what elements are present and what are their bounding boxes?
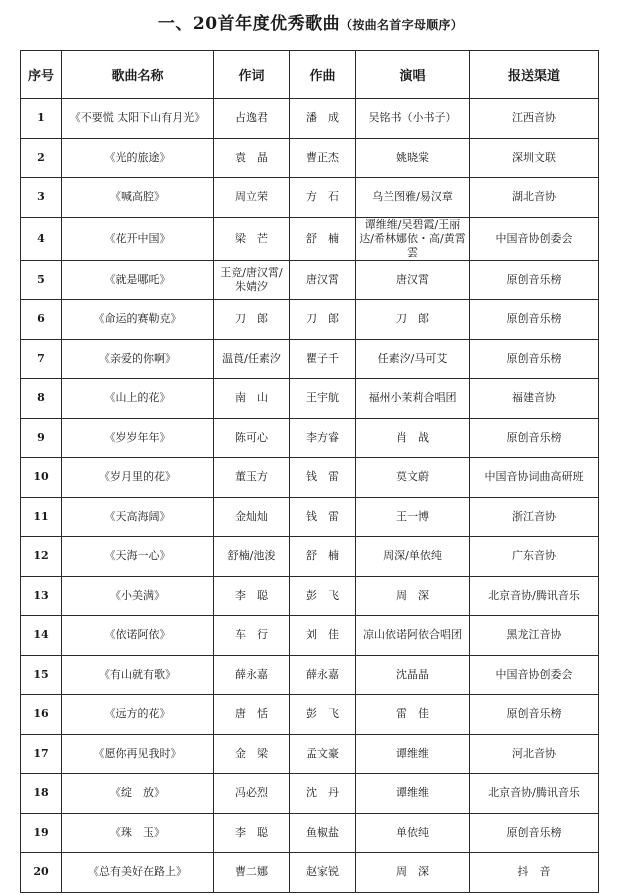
cell-index: 10: [21, 458, 62, 498]
cell-singer: 雷 佳: [356, 695, 470, 735]
table-row: [21, 418, 599, 458]
cell-lyricist: 陈可心: [214, 418, 290, 458]
table-row: [21, 695, 599, 735]
cell-index: 17: [21, 734, 62, 774]
cell-song-title: 《愿你再见我时》: [62, 734, 214, 774]
cell-index: 12: [21, 537, 62, 577]
cell-channel: 福建音协: [470, 379, 599, 419]
table-row: [21, 616, 599, 656]
cell-index: 20: [21, 853, 62, 893]
cell-lyricist: 占逸君: [214, 99, 290, 139]
cell-index: 14: [21, 616, 62, 656]
cell-lyricist: 薛永嘉: [214, 655, 290, 695]
cell-channel: 深圳文联: [470, 138, 599, 178]
cell-composer: 瞿子千: [290, 339, 356, 379]
cell-channel: 原创音乐榜: [470, 813, 599, 853]
table-row: [21, 379, 599, 419]
cell-channel: 原创音乐榜: [470, 418, 599, 458]
cell-song-title: 《就是哪吒》: [62, 260, 214, 300]
cell-singer: 吴铭书（小书子）: [356, 99, 470, 139]
cell-channel: 北京音协/腾讯音乐: [470, 576, 599, 616]
cell-lyricist: 曹二娜: [214, 853, 290, 893]
title-main: 一、20首年度优秀歌曲: [157, 14, 341, 34]
cell-composer: 舒 楠: [290, 217, 356, 260]
cell-composer: 彭 飞: [290, 695, 356, 735]
table-row: [21, 99, 599, 139]
cell-composer: 孟文豪: [290, 734, 356, 774]
cell-channel: 黑龙江音协: [470, 616, 599, 656]
cell-composer: 彭 飞: [290, 576, 356, 616]
table-row: [21, 774, 599, 814]
cell-composer: 舒 楠: [290, 537, 356, 577]
cell-composer: 潘 成: [290, 99, 356, 139]
title-subtitle: （按曲名首字母顺序）: [340, 18, 464, 32]
cell-lyricist: 唐 恬: [214, 695, 290, 735]
cell-channel: 北京音协/腾讯音乐: [470, 774, 599, 814]
cell-composer: 方 石: [290, 178, 356, 218]
cell-singer: 刀 郎: [356, 300, 470, 340]
cell-singer: 谭维维: [356, 774, 470, 814]
cell-song-title: 《总有美好在路上》: [62, 853, 214, 893]
cell-index: 16: [21, 695, 62, 735]
cell-singer: 姚晓棠: [356, 138, 470, 178]
cell-singer: 凉山依诺阿依合唱团: [356, 616, 470, 656]
cell-channel: 江西音协: [470, 99, 599, 139]
cell-song-title: 《命运的赛勒克》: [62, 300, 214, 340]
cell-index: 11: [21, 497, 62, 537]
cell-singer: 唐汉霄: [356, 260, 470, 300]
cell-lyricist: 周立荣: [214, 178, 290, 218]
cell-channel: 原创音乐榜: [470, 339, 599, 379]
page-title: [0, 9, 621, 34]
cell-lyricist: 车 行: [214, 616, 290, 656]
table-row: [21, 178, 599, 218]
cell-lyricist: 刀 郎: [214, 300, 290, 340]
cell-composer: 刘 佳: [290, 616, 356, 656]
cell-index: 18: [21, 774, 62, 814]
cell-index: 9: [21, 418, 62, 458]
header-lyricist: 作词: [214, 51, 290, 99]
table-row: [21, 734, 599, 774]
cell-song-title: 《岁月里的花》: [62, 458, 214, 498]
cell-composer: 曹正杰: [290, 138, 356, 178]
header-index: 序号: [21, 51, 62, 99]
cell-lyricist: 李 聪: [214, 576, 290, 616]
cell-channel: 广东音协: [470, 537, 599, 577]
cell-index: 15: [21, 655, 62, 695]
table-row: [21, 537, 599, 577]
cell-song-title: 《花开中国》: [62, 217, 214, 260]
cell-composer: 李方睿: [290, 418, 356, 458]
cell-singer: 谭维维: [356, 734, 470, 774]
cell-singer: 任素汐/马可艾: [356, 339, 470, 379]
cell-composer: 钱 雷: [290, 497, 356, 537]
cell-index: 19: [21, 813, 62, 853]
cell-singer: 福州小茉莉合唱团: [356, 379, 470, 419]
cell-lyricist: 金 梁: [214, 734, 290, 774]
cell-singer: 单依纯: [356, 813, 470, 853]
cell-song-title: 《小美满》: [62, 576, 214, 616]
cell-lyricist: 温莨/任素汐: [214, 339, 290, 379]
cell-index: 13: [21, 576, 62, 616]
cell-song-title: 《有山就有歌》: [62, 655, 214, 695]
cell-index: 8: [21, 379, 62, 419]
cell-singer: 乌兰图雅/易汉章: [356, 178, 470, 218]
cell-channel: 浙江音协: [470, 497, 599, 537]
cell-index: 5: [21, 260, 62, 300]
cell-channel: 原创音乐榜: [470, 260, 599, 300]
cell-song-title: 《绽 放》: [62, 774, 214, 814]
cell-composer: 王宇航: [290, 379, 356, 419]
table-row: [21, 853, 599, 893]
cell-singer: 周深/单依纯: [356, 537, 470, 577]
cell-channel: 湖北音协: [470, 178, 599, 218]
cell-lyricist: 李 聪: [214, 813, 290, 853]
header-channel: 报送渠道: [470, 51, 599, 99]
cell-lyricist: 梁 芒: [214, 217, 290, 260]
table-row: [21, 300, 599, 340]
cell-lyricist: 袁 晶: [214, 138, 290, 178]
cell-lyricist: 冯必烈: [214, 774, 290, 814]
table-row: [21, 339, 599, 379]
songs-table: [20, 50, 599, 893]
cell-lyricist: 金灿灿: [214, 497, 290, 537]
cell-song-title: 《天海一心》: [62, 537, 214, 577]
cell-lyricist: 南 山: [214, 379, 290, 419]
cell-singer: 莫文蔚: [356, 458, 470, 498]
cell-channel: 原创音乐榜: [470, 695, 599, 735]
cell-index: 1: [21, 99, 62, 139]
table-row: [21, 813, 599, 853]
cell-song-title: 《不要慌 太阳下山有月光》: [62, 99, 214, 139]
cell-channel: 中国音协创委会: [470, 655, 599, 695]
header-singer: 演唱: [356, 51, 470, 99]
table-body: [21, 99, 599, 893]
cell-composer: 刀 郎: [290, 300, 356, 340]
cell-channel: 中国音协词曲高研班: [470, 458, 599, 498]
cell-song-title: 《光的旅途》: [62, 138, 214, 178]
cell-song-title: 《山上的花》: [62, 379, 214, 419]
cell-singer: 肖 战: [356, 418, 470, 458]
cell-index: 6: [21, 300, 62, 340]
table-header-row: [21, 51, 599, 99]
cell-composer: 钱 雷: [290, 458, 356, 498]
cell-channel: 抖 音: [470, 853, 599, 893]
cell-composer: 鱼椒盐: [290, 813, 356, 853]
table-row: [21, 138, 599, 178]
cell-composer: 唐汉霄: [290, 260, 356, 300]
table-row: [21, 458, 599, 498]
cell-song-title: 《远方的花》: [62, 695, 214, 735]
cell-song-title: 《亲爱的你啊》: [62, 339, 214, 379]
cell-song-title: 《依诺阿依》: [62, 616, 214, 656]
cell-index: 3: [21, 178, 62, 218]
cell-singer: 周 深: [356, 576, 470, 616]
table-row: [21, 260, 599, 300]
cell-lyricist: 王竞/唐汉霄/朱婧汐: [214, 260, 290, 300]
cell-index: 7: [21, 339, 62, 379]
cell-song-title: 《天高海阔》: [62, 497, 214, 537]
cell-composer: 赵家锐: [290, 853, 356, 893]
cell-composer: 沈 丹: [290, 774, 356, 814]
table-row: [21, 217, 599, 260]
cell-index: 2: [21, 138, 62, 178]
cell-singer: 周 深: [356, 853, 470, 893]
cell-song-title: 《岁岁年年》: [62, 418, 214, 458]
cell-singer: 谭维维/吴碧霞/王丽达/希林娜依・高/黄霄雲: [356, 217, 470, 260]
header-composer: 作曲: [290, 51, 356, 99]
table-row: [21, 497, 599, 537]
cell-singer: 王一博: [356, 497, 470, 537]
cell-song-title: 《珠 玉》: [62, 813, 214, 853]
cell-lyricist: 董玉方: [214, 458, 290, 498]
cell-channel: 原创音乐榜: [470, 300, 599, 340]
table-row: [21, 576, 599, 616]
header-song-title: 歌曲名称: [62, 51, 214, 99]
cell-song-title: 《喊高腔》: [62, 178, 214, 218]
cell-channel: 河北音协: [470, 734, 599, 774]
cell-index: 4: [21, 217, 62, 260]
cell-singer: 沈晶晶: [356, 655, 470, 695]
cell-lyricist: 舒楠/池浚: [214, 537, 290, 577]
cell-channel: 中国音协创委会: [470, 217, 599, 260]
cell-composer: 薛永嘉: [290, 655, 356, 695]
table-row: [21, 655, 599, 695]
